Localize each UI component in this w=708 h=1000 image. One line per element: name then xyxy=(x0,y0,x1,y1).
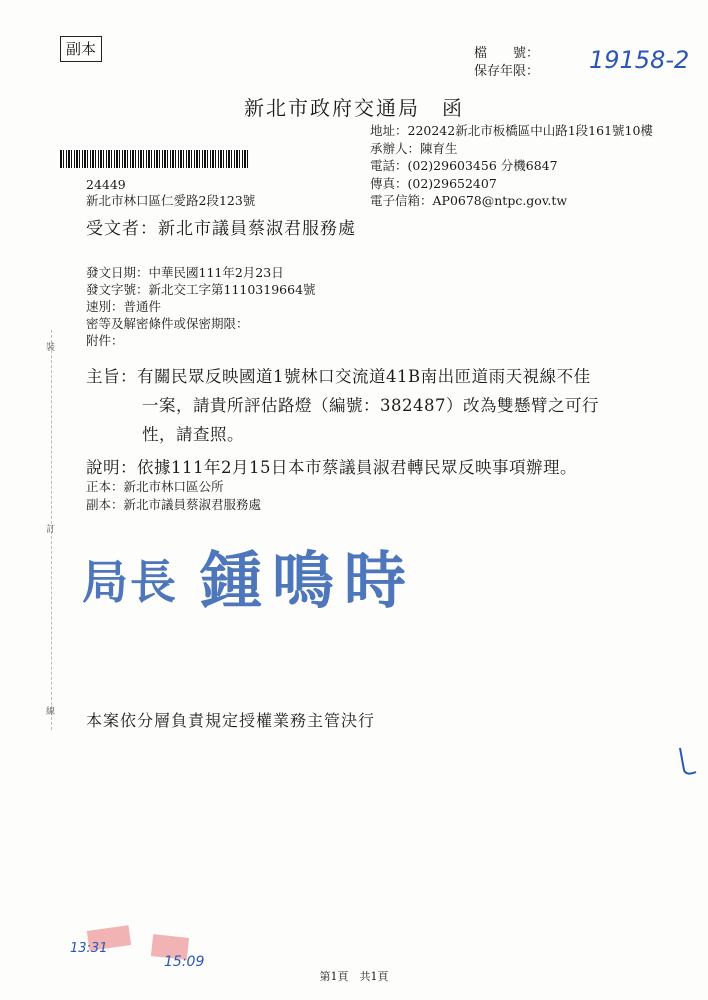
retention-label: 保存年限： xyxy=(474,64,540,79)
contact-address: 地址：220242新北市板橋區中山路1段161號10樓 xyxy=(370,123,653,138)
contact-handler: 承辦人：陳育生 xyxy=(370,140,458,156)
subject-line-1: 主旨：有關民眾反映國道1號林口交流道41B南出匝道雨天視線不佳 xyxy=(86,367,591,386)
contact-email: 電子信箱：AP0678@ntpc.gov.tw xyxy=(370,193,568,208)
receipt-stamp-left xyxy=(66,922,146,966)
handwritten-file-number xyxy=(585,36,695,80)
issue-speed: 速別：普通件 xyxy=(86,299,162,314)
copy-label-box: 副本 xyxy=(60,36,102,62)
handwritten-number-text: 19158-2 xyxy=(589,46,690,74)
contact-fax: 傳真：(02)29652407 xyxy=(370,175,497,191)
seal-name: 鍾鳴時 xyxy=(200,544,417,616)
distribution xyxy=(86,478,261,514)
issue-info xyxy=(86,264,316,349)
document-title: 新北市政府交通局 函 xyxy=(244,96,464,120)
binding-mark-bottom: 線 xyxy=(46,707,56,717)
delegation-note: 本案依分層負責規定授權業務主管決行 xyxy=(86,711,376,730)
pen-mark xyxy=(672,742,702,782)
issue-attachment: 附件： xyxy=(86,333,124,348)
barcode xyxy=(60,150,250,168)
contact-phone: 電話：(02)29603456 分機6847 xyxy=(370,158,558,173)
subject-line-2: 一案，請貴所評估路燈（編號：382487）改為雙懸臂之可行 xyxy=(142,396,599,415)
issue-date: 發文日期：中華民國111年2月23日 xyxy=(86,265,284,280)
issue-doc-number: 發文字號：新北交工字第1110319664號 xyxy=(86,282,316,297)
page-number: 第1頁 共1頁 xyxy=(319,970,389,983)
seal-title: 局長 xyxy=(82,555,178,609)
receipt-stamp-left-time: 13:31 xyxy=(70,941,108,956)
director-seal-stamp xyxy=(78,536,440,616)
mailing-postcode: 24449 xyxy=(86,177,126,192)
mailing-address: 新北市林口區仁愛路2段123號 xyxy=(86,193,256,208)
binding-mark-middle: 訂 xyxy=(46,525,56,535)
subject xyxy=(86,362,599,449)
distribution-main: 正本：新北市林口區公所 xyxy=(86,479,224,494)
recipient: 受文者：新北市議員蔡淑君服務處 xyxy=(86,219,356,239)
explanation: 說明：依據111年2月15日本市蔡議員淑君轉民眾反映事項辦理。 xyxy=(86,458,577,477)
file-number-label: 檔 號： xyxy=(474,46,540,61)
subject-line-3: 性，請查照。 xyxy=(142,425,244,444)
distribution-copy: 副本：新北市議員蔡淑君服務處 xyxy=(86,497,262,512)
binding-mark-top: 裝 xyxy=(46,343,56,353)
issue-secrecy: 密等及解密條件或保密期限： xyxy=(86,316,249,331)
contact-block xyxy=(370,122,653,210)
receipt-stamp-right-time: 15:09 xyxy=(164,954,205,970)
